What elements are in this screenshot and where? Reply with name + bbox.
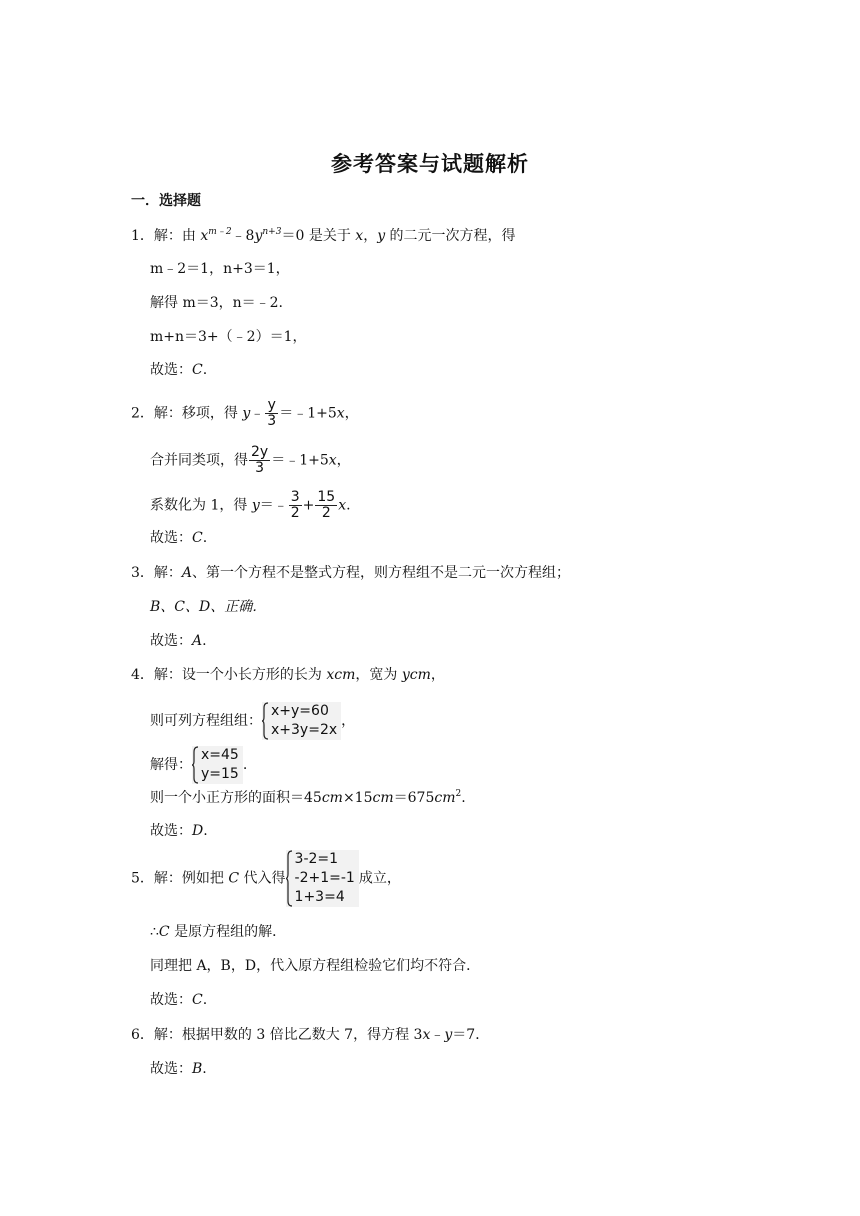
q2-text: ＝﹣1+5 [271,452,329,469]
equation-system [192,746,243,784]
q2-number: 2． [131,405,154,422]
var-y: y [444,1027,453,1043]
q1-line-2: m﹣2＝1，n+3＝1， [150,261,290,277]
q2-line-3 [150,490,351,521]
punct: . [346,497,351,514]
section-heading: 一．选择题 [131,193,201,209]
q4-text: 则一个小正方形的面积＝45 [150,790,322,806]
brace-icon [192,746,199,784]
q4-text: 解得： [150,757,192,773]
fraction-denominator: 3 [255,460,265,476]
punct: . [202,1061,207,1077]
q4-text: 则可列方程组组： [150,713,262,729]
unit-cm: cm [321,790,343,806]
q3-text: 解： [153,565,182,581]
punct: ， [336,452,351,469]
option-letter: C [228,870,240,887]
q5-number: 5． [131,870,154,887]
equation: 3-2=1 [294,851,339,867]
punct: . [202,633,207,649]
fraction [315,490,337,521]
q4-number: 4． [131,667,154,683]
q4-text: 解：设一个小长方形的长为 [153,667,327,683]
q5-text: 成立， [358,870,401,887]
q5-answer [150,990,207,1010]
punct: . [461,790,466,806]
q6-text: ＝7． [452,1027,490,1043]
var-y: y [242,405,251,422]
q2-answer [150,528,207,548]
q3-line-2 [150,597,266,617]
answer-prefix: 故选： [150,530,192,546]
fraction [249,445,270,476]
answer-letter: C [192,530,203,546]
q4-line-3 [150,746,247,784]
q2-text: ＝﹣ [259,497,288,514]
fraction-numerator: 2y [251,444,269,460]
q5-line-3: 同理把 A，B，D，代入原方程组检验它们均不符合． [150,958,481,974]
fraction [289,490,302,521]
equation: x+y=60 [271,703,329,719]
q1-number: 1． [131,228,154,244]
q2-line-2 [150,445,351,476]
q3-text: B、C、D、正确． [150,599,267,615]
q5-line-1 [131,850,401,914]
equation: x+3y=2x [271,722,338,738]
q2-text: ＝﹣1+5 [279,405,337,422]
q6-number: 6． [131,1027,154,1043]
q4-line-2 [150,702,355,740]
equation-system [262,702,341,740]
q4-line-4 [150,788,466,808]
answer-letter: C [192,992,203,1008]
brace-icon [286,850,293,907]
exponent: 2 [455,789,462,799]
page-title: 参考答案与试题解析 [331,151,529,176]
punct: . [202,362,208,378]
unit-cm: cm [372,790,394,806]
therefore-symbol: ∴ [150,924,159,940]
q3-line-1 [131,563,570,583]
q1-line-1 [131,226,516,246]
var-y: y [251,497,260,514]
q2-text: 合并同类项，得 [150,452,248,469]
equation: 1+3=4 [294,889,345,905]
fraction-numerator: 3 [290,489,300,505]
var-ycm: ycm [401,667,431,683]
q1-line-4: m+n＝3+（﹣2）＝1， [150,329,307,345]
q1-text: ＝0 是关于 [281,228,356,244]
answer-letter: A [192,633,203,649]
q6-answer [150,1059,207,1079]
answer-prefix: 故选： [150,1061,192,1077]
option-letter: A [181,565,193,581]
fraction-denominator: 2 [321,505,331,521]
q3-number: 3． [131,565,154,581]
brace-icon [262,702,269,740]
punct: . [202,530,208,546]
punct: . [203,823,208,839]
q3-text: 、第一个方程不是整式方程，则方程组不是二元一次方程组； [192,565,571,581]
answer-prefix: 故选： [150,362,192,378]
punct: ， [341,713,356,729]
var-x: x [422,1027,431,1043]
q4-text: ，宽为 [355,667,402,683]
answer-letter: D [192,823,204,839]
q4-text: ＝675 [393,790,435,806]
q1-text: 的二元一次方程，得 [385,228,516,244]
unit-cm: cm [434,790,456,806]
punct: ， [344,405,359,422]
q5-text: 代入得 [239,870,286,887]
punct: ， [363,228,378,244]
q1-answer [150,360,207,380]
var-x: x [336,405,345,422]
q2-line-1 [131,398,359,429]
answer-prefix: 故选： [150,823,192,839]
var-x: x [355,228,364,244]
q6-text: ﹣ [430,1027,445,1043]
equation: y=15 [201,766,239,782]
var-xcm: xcm [326,667,356,683]
q1-text: 解：由 [153,228,201,244]
var-x: x [328,452,337,469]
q1-text: ﹣8 [231,228,255,244]
q5-text: 解：例如把 [153,870,229,887]
q6-text: 解：根据甲数的 3 倍比乙数大 7，得方程 3 [153,1027,423,1043]
q4-answer [150,821,208,841]
var-y: y [377,228,386,244]
answer-letter: B [192,1061,203,1077]
q2-text: 解：移项，得 [153,405,243,422]
exponent: n+3 [262,227,282,237]
option-letter: C [158,924,170,940]
q2-text: 系数化为 1，得 [150,497,252,514]
q5-line-2 [150,922,286,942]
punct: . [202,992,208,1008]
punct: . [242,757,248,773]
q5-text: 是原方程组的解． [169,924,287,940]
q1-line-3: 解得 m＝3，n＝﹣2. [150,295,284,311]
fraction-numerator: 15 [317,489,336,505]
q6-line-1 [131,1025,489,1045]
fraction [265,398,278,429]
fraction-denominator: 2 [290,505,300,521]
equation: x=45 [201,747,239,763]
equation: -2+1=-1 [294,870,355,886]
q4-text: ×15 [342,790,373,806]
punct: ， [430,667,445,683]
exponent: m﹣2 [208,227,232,237]
answer-prefix: 故选： [150,992,192,1008]
var-y: y [254,228,263,244]
var-x: x [200,228,209,244]
q4-line-1 [131,665,445,685]
var-x: x [338,497,347,514]
equation-system [286,850,359,907]
q3-answer [150,631,207,651]
fraction-numerator: y [265,398,278,414]
punct: + [302,497,315,514]
answer-prefix: 故选： [150,633,192,649]
fraction-denominator: 3 [267,413,277,429]
punct: ﹣ [250,405,265,422]
answer-letter: C [192,362,203,378]
